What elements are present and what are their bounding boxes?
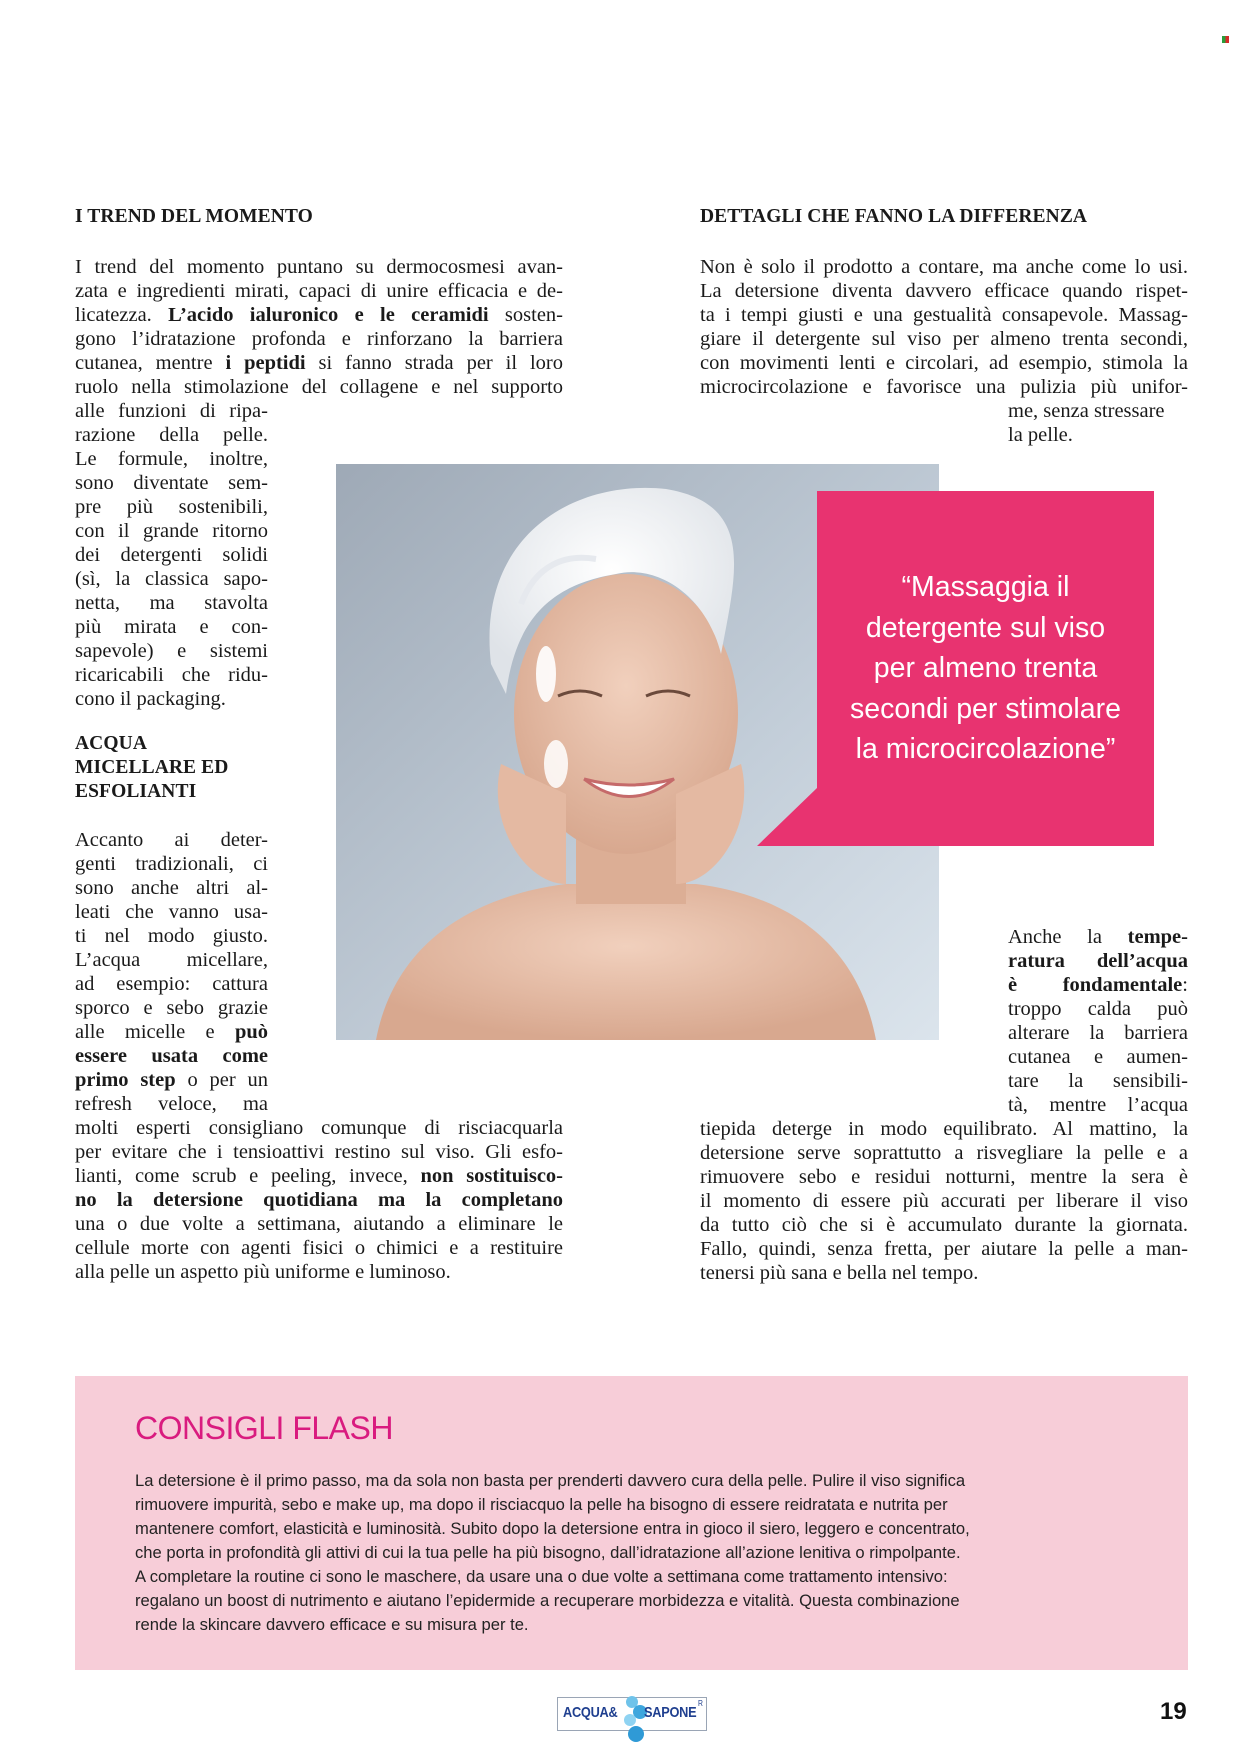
text-line <box>1008 399 1188 423</box>
paragraph-micellare-full <box>75 1116 563 1284</box>
quote-line: detergente sul viso <box>865 611 1106 644</box>
text: una o due volte a settimana, aiutando a eliminare le <box>75 1213 563 1235</box>
text-line <box>1008 949 1188 973</box>
consigli-flash-text <box>135 1469 970 1637</box>
text: (sì, la classica sapo- <box>75 568 268 590</box>
text-line <box>75 972 268 996</box>
text: più mirata e con- <box>75 616 268 638</box>
bold-text: ratura dell’acqua <box>1008 950 1188 972</box>
consigli-flash-box <box>75 1376 1188 1670</box>
text: cellule morte con agenti fisici o chimici e a restituire <box>75 1237 563 1259</box>
text-line <box>75 639 268 663</box>
text-line <box>700 1213 1188 1237</box>
text: giare il detergente sul viso per almeno trenta secondi, <box>700 328 1188 350</box>
text: ta i tempi giusti e una gestualità consapevole. Massag- <box>700 304 1188 326</box>
bold-text: può <box>234 1021 268 1043</box>
text-line <box>75 687 268 711</box>
text: Anche la <box>1008 926 1128 948</box>
text-line <box>75 591 268 615</box>
text: Accanto ai deter- <box>75 829 268 851</box>
text-line <box>75 948 268 972</box>
text-line <box>75 351 563 375</box>
text-line <box>700 375 1188 399</box>
text-line <box>75 495 268 519</box>
text-line <box>75 1260 563 1284</box>
consigli-line: rimuovere impurità, sebo e make up, ma dopo il risciacquo la pelle ha bisogno di essere reidratata e nutrita per <box>135 1495 948 1514</box>
bold-text: primo step <box>75 1069 176 1091</box>
text: con il grande ritorno <box>75 520 268 542</box>
text: il momento di essere più accurati per liberare il viso <box>700 1190 1188 1212</box>
text-line <box>75 852 268 876</box>
text: alle micelle e <box>75 1021 235 1043</box>
text-line <box>700 279 1188 303</box>
text-line <box>75 996 268 1020</box>
text: la pelle. <box>1008 424 1073 446</box>
text-line <box>75 519 268 543</box>
text-line <box>1008 1069 1188 1093</box>
text-line <box>75 1188 563 1212</box>
text: ruolo nella stimolazione del collagene e nel supporto <box>75 376 563 398</box>
text-line <box>700 1117 1188 1141</box>
text: si fanno strada per il loro <box>305 352 563 374</box>
consigli-line: che porta in profondità gli attivi di cui la tua pelle ha più bisogno, dall’idratazione all’azione lenitiva o rimpolpante. <box>135 1543 961 1562</box>
text: tiepida deterge in modo equilibrato. Al mattino, la <box>700 1118 1188 1140</box>
text-line <box>75 900 268 924</box>
text: tà, mentre l’acqua <box>1008 1094 1188 1116</box>
text: Le formule, inoltre, <box>75 448 268 470</box>
consigli-line: A completare la routine ci sono le maschere, da usare una o due volte a settimana come trattamento intensivo: <box>135 1567 948 1586</box>
text: zata e ingredienti mirati, capaci di unire efficacia e de- <box>75 280 563 302</box>
acqua-sapone-logo <box>557 1697 707 1731</box>
paragraph-trend-wrap <box>75 399 268 711</box>
text-line <box>75 1140 563 1164</box>
text-line <box>700 1141 1188 1165</box>
text: rimuovere sebo e residui notturni, mentre la sera è <box>700 1166 1188 1188</box>
text-line <box>75 399 268 423</box>
quote-line: secondi per stimolare <box>850 692 1121 725</box>
heading-line: ACQUA <box>75 733 147 754</box>
registered-mark: R <box>698 1699 703 1708</box>
consigli-line: mantenere comfort, elasticità e luminosità. Subito dopo la detersione entra in gioco il siero, leggero e concentrato, <box>135 1519 970 1538</box>
text: ricaricabili che ridu- <box>75 664 268 686</box>
bold-text: no la detersione quotidiana ma la completano <box>75 1189 563 1211</box>
consigli-flash-title: CONSIGLI FLASH <box>135 1410 393 1446</box>
section-heading-micellare <box>75 732 228 804</box>
text: tenersi più sana e bella nel tempo. <box>700 1262 979 1284</box>
text: sono anche altri al- <box>75 877 268 899</box>
text-line <box>700 303 1188 327</box>
text-line <box>75 567 268 591</box>
text: molti esperti consigliano comunque di risciacquarla <box>75 1117 563 1139</box>
text-line <box>75 1092 268 1116</box>
text: Fallo, quindi, senza fretta, per aiutare la pelle a man- <box>700 1238 1188 1260</box>
consigli-line: regalano un boost di nutrimento e aiutano l’epidermide a recuperare morbidezza e vitalità. Questa combinazione <box>135 1591 960 1610</box>
text-line <box>75 423 268 447</box>
text-line <box>75 375 563 399</box>
text-line <box>75 1212 563 1236</box>
text-line <box>700 1165 1188 1189</box>
paragraph-micellare-wrap <box>75 828 268 1116</box>
text: o per un <box>175 1069 268 1091</box>
text-line <box>700 1189 1188 1213</box>
text-line <box>75 1164 563 1188</box>
text: L’acqua micellare, <box>75 949 268 971</box>
text: per evitare che i tensioattivi restino sul viso. Gli esfo- <box>75 1141 563 1163</box>
text: ad esempio: cattura <box>75 973 268 995</box>
text-line <box>75 924 268 948</box>
text: pre più sostenibili, <box>75 496 268 518</box>
bold-text: tempe- <box>1127 926 1188 948</box>
text: tare la sensibili- <box>1008 1070 1188 1092</box>
text: licatezza. <box>75 304 169 326</box>
paragraph-dettagli-wrap <box>1008 399 1188 447</box>
bold-text: L’acido ialuronico e le ceramidi <box>168 304 489 326</box>
text: netta, ma stavolta <box>75 592 268 614</box>
text: cutanea, mentre <box>75 352 226 374</box>
text: detersione serve soprattutto a risvegliare la pelle e a <box>700 1142 1188 1164</box>
logo-text-right: SAPONE <box>644 1704 697 1721</box>
consigli-line: La detersione è il primo passo, ma da sola non basta per prenderti davvero cura della pelle. Pulire il viso significa <box>135 1471 966 1490</box>
text: sosten- <box>488 304 564 326</box>
text-line <box>1008 1093 1188 1117</box>
text: alla pelle un aspetto più uniforme e luminoso. <box>75 1261 451 1283</box>
text-line <box>75 255 563 279</box>
text: sporco e sebo grazie <box>75 997 268 1019</box>
bold-text: è fondamentale <box>1008 974 1183 996</box>
logo-text-left: ACQUA& <box>563 1704 618 1721</box>
text-line <box>75 447 268 471</box>
bold-text: non sostituisco- <box>420 1165 564 1187</box>
text-line <box>75 1236 563 1260</box>
text-line <box>1008 1021 1188 1045</box>
text-line <box>1008 1045 1188 1069</box>
text: alle funzioni di ripa- <box>75 400 268 422</box>
text-line <box>75 1044 268 1068</box>
text: cutanea e aumen- <box>1008 1046 1188 1068</box>
text: La detersione diventa davvero efficace quando rispet- <box>700 280 1188 302</box>
text-line <box>700 255 1188 279</box>
corner-color-mark <box>1222 36 1229 43</box>
section-heading-trend: I TREND DEL MOMENTO <box>75 206 313 227</box>
text: sapevole) e sistemi <box>75 640 268 662</box>
text-line <box>700 327 1188 351</box>
text: cono il packaging. <box>75 688 226 710</box>
text: ti nel modo giusto. <box>75 925 268 947</box>
quote-line: per almeno trenta <box>873 652 1098 684</box>
text-line <box>75 327 563 351</box>
paragraph-dettagli-intro <box>700 255 1188 399</box>
consigli-line: rende la skincare davvero efficace e su misura per te. <box>135 1615 529 1634</box>
text: I trend del momento puntano su dermocosmesi avan- <box>75 256 563 278</box>
text-line <box>700 1237 1188 1261</box>
text: alterare la barriera <box>1008 1022 1188 1044</box>
paragraph-temperatura-wrap <box>1008 925 1188 1117</box>
heading-line: MICELLARE ED <box>75 757 229 778</box>
text-line <box>75 876 268 900</box>
paragraph-temperatura-full <box>700 1117 1188 1285</box>
text-line <box>1008 423 1188 447</box>
pull-quote <box>757 491 1154 846</box>
text: lianti, come scrub e peeling, invece, <box>75 1165 421 1187</box>
text-line <box>700 351 1188 375</box>
text-line <box>75 1020 268 1044</box>
text-line <box>75 543 268 567</box>
text: : <box>1182 974 1188 996</box>
text: troppo calda può <box>1008 998 1188 1020</box>
text-line <box>700 1261 1188 1285</box>
text: leati che vanno usa- <box>75 901 268 923</box>
text: razione della pelle. <box>75 424 268 446</box>
text-line <box>1008 925 1188 949</box>
quote-line: la microcircolazione” <box>855 733 1116 765</box>
text-line <box>75 303 563 327</box>
section-heading-dettagli: DETTAGLI CHE FANNO LA DIFFERENZA <box>700 206 1088 227</box>
text-line <box>75 828 268 852</box>
text-line <box>75 1068 268 1092</box>
quote-line: “Massaggia il <box>901 571 1070 603</box>
bold-text: essere usata come <box>75 1045 268 1067</box>
text: refresh veloce, ma <box>75 1093 268 1115</box>
text-line <box>75 1116 563 1140</box>
text: me, senza stressare <box>1008 400 1165 422</box>
text: dei detergenti solidi <box>75 544 268 566</box>
page-number: 19 <box>1160 1698 1187 1725</box>
text: gono l’idratazione profonda e rinforzano la barriera <box>75 328 563 350</box>
text: sono diventate sem- <box>75 472 268 494</box>
text: da tutto ciò che si è accumulato durante la giornata. <box>700 1214 1188 1236</box>
pull-quote-text <box>817 567 1154 770</box>
text-line <box>75 471 268 495</box>
text: microcircolazione e favorisce una pulizia più unifor- <box>700 376 1188 398</box>
text-line <box>1008 997 1188 1021</box>
text-line <box>75 279 563 303</box>
text-line <box>1008 973 1188 997</box>
bold-text: i peptidi <box>225 352 306 374</box>
text: con movimenti lenti e circolari, ad esempio, stimola la <box>700 352 1188 374</box>
text-line <box>75 615 268 639</box>
text: Non è solo il prodotto a contare, ma anche come lo usi. <box>700 256 1188 278</box>
text: genti tradizionali, ci <box>75 853 268 875</box>
text-line <box>75 663 268 687</box>
heading-line: ESFOLIANTI <box>75 781 197 802</box>
paragraph-trend-intro <box>75 255 563 399</box>
